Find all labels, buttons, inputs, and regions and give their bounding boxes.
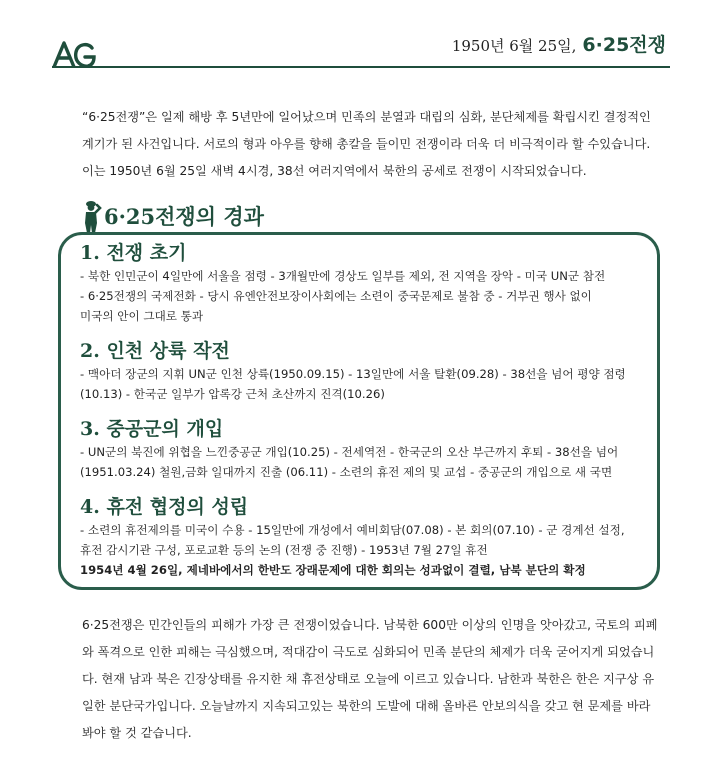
phase-line: (10.13) - 한국군 일부가 압록강 근처 초산까지 진격(10.26) xyxy=(80,387,385,401)
header-divider xyxy=(52,66,670,68)
intro-paragraph: “6·25전쟁”은 일제 해방 후 5년만에 일어났으며 민족의 분열과 대립의 심화, 분단체제를 확립시킨 결정적인 계기가 된 사건입니다. 서로의 형과 아우를 향해 총칼을 들이민 전쟁이라 더욱 더 비극적이라 할 수있습니다. 이는 1950년 6월 25일 새벽 4시경, 38선 여러지역에서 북한의 공세로 전쟁이 시작되었습니다. xyxy=(82,110,651,178)
phase-line: - 소련의 휴전제의를 미국이 수용 - 15일만에 개성에서 예비회담(07.08) - 본 회의(07.10) - 군 경계선 설정, xyxy=(80,523,625,537)
phase-line: 미국의 안이 그대로 통과 xyxy=(80,309,204,323)
header-date: 1950년 6월 25일, xyxy=(451,37,577,55)
phase-body xyxy=(80,520,660,580)
header-title xyxy=(452,30,666,57)
saluting-soldier-icon xyxy=(80,199,102,233)
phase-line: - 6·25전쟁의 국제전화 - 당시 유엔안전보장이사회에는 소련이 중국문제로 불참 중 - 거부권 행사 없이 xyxy=(80,289,592,303)
phase-1 xyxy=(80,240,660,326)
phase-line: - 맥아더 장군의 지휘 UN군 인천 상륙(1950.09.15) - 13일만에 서울 탈환(09.28) - 38선을 넘어 평양 점령 xyxy=(80,367,626,381)
page-header xyxy=(0,0,720,72)
phase-conclusion: 1954년 4월 26일, 제네바에서의 한반도 장래문제에 대한 회의는 성과없이 결렬, 남북 분단의 확정 xyxy=(80,563,586,577)
section-heading xyxy=(80,196,264,236)
phase-title: 2. 인천 상륙 작전 xyxy=(80,340,230,362)
phase-body xyxy=(80,442,660,482)
phase-title: 4. 휴전 협정의 성립 xyxy=(80,496,249,518)
phase-line: (1951.03.24) 철원,금화 일대까지 진출 (06.11) - 소련의 휴전 제의 및 교섭 - 중공군의 개입으로 새 국면 xyxy=(80,465,613,479)
closing-paragraph: 6·25전쟁은 민간인들의 피해가 가장 큰 전쟁이었습니다. 남북한 600만 이상의 인명을 앗아갔고, 국토의 피폐와 폭격으로 인한 피해는 극심했으며, 적대감이 극도로 심화되어 민족 분단의 체제가 더욱 굳어지게 되었습니다. 현재 남과 북은 긴장상태를 유지한 채 휴전상태로 오늘에 이르고 있습니다. 남한과 북한은 한은 지구상 유일한 분단국가입니다. 오늘날까지 지속되고있는 북한의 도발에 대해 올바른 안보의식을 갖고 현 문제를 바라봐야 할 것 같습니다. xyxy=(82,618,658,740)
phase-2 xyxy=(80,338,660,404)
phase-body xyxy=(80,266,660,326)
phase-line: - 북한 인민군이 4일만에 서울을 점령 - 3개월만에 경상도 일부를 제외, 전 지역을 장악 - 미국 UN군 참전 xyxy=(80,269,606,283)
header-war-name: 6·25전쟁 xyxy=(582,34,666,56)
phase-title: 1. 전쟁 초기 xyxy=(80,242,187,264)
phase-line: - UN군의 북진에 위협을 느낀중공군 개입(10.25) - 전세역전 - 한국군의 오산 부근까지 후퇴 - 38선을 넘어 xyxy=(80,445,619,459)
ag-logo-icon xyxy=(52,40,96,68)
phase-title: 3. 중공군의 개입 xyxy=(80,418,224,440)
phase-4 xyxy=(80,494,660,580)
section-heading-text: 6·25전쟁의 경과 xyxy=(104,204,264,229)
phase-line: 휴전 감시기관 구성, 포로교환 등의 논의 (전쟁 중 진행) - 1953년 7월 27일 휴전 xyxy=(80,543,488,557)
phase-body xyxy=(80,364,660,404)
phase-3 xyxy=(80,416,660,482)
